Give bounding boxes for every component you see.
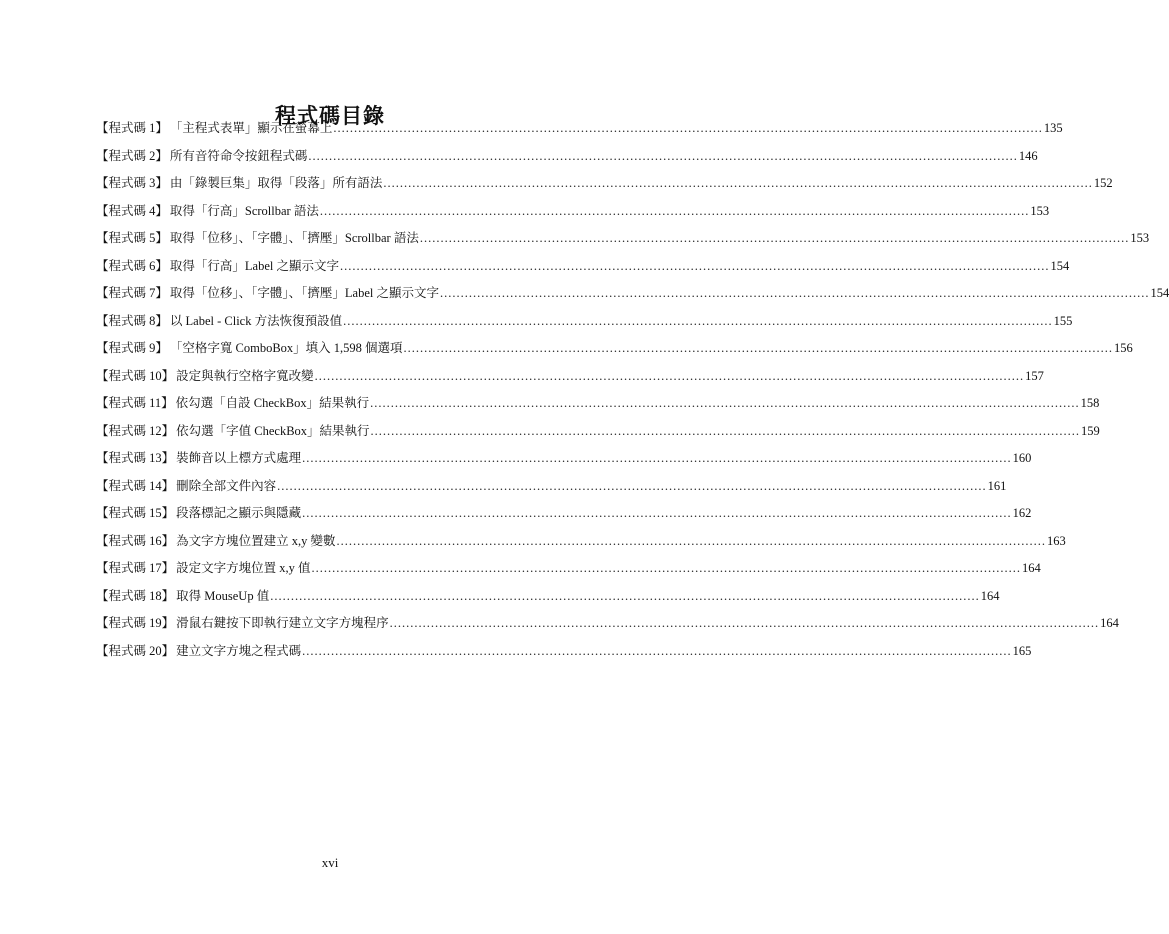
toc-entry-label: 【程式碼 16】 bbox=[96, 533, 175, 548]
dot-leader bbox=[340, 259, 1050, 274]
toc-entry-page: 146 bbox=[1018, 148, 1038, 163]
toc-entry-title: 取得「行高」Label 之顯示文字 bbox=[169, 258, 339, 273]
toc-entry-page: 160 bbox=[1012, 451, 1032, 465]
table-of-contents bbox=[96, 118, 1169, 668]
toc-entry bbox=[96, 118, 1063, 146]
toc-entry-title: 建立文字方塊之程式碼 bbox=[176, 643, 302, 658]
toc-entry-label: 【程式碼 9】 bbox=[96, 341, 168, 355]
toc-entry-page: 154 bbox=[1050, 258, 1070, 273]
toc-entry-label: 【程式碼 5】 bbox=[96, 231, 168, 245]
dot-leader bbox=[302, 644, 1012, 659]
toc-entry-page: 164 bbox=[980, 588, 1000, 603]
toc-entry-label: 【程式碼 19】 bbox=[96, 616, 175, 630]
dot-leader bbox=[315, 369, 1025, 384]
toc-entry-page: 155 bbox=[1053, 313, 1073, 328]
toc-entry-title: 取得「位移」、「字體」、「擠壓」Scrollbar 語法 bbox=[169, 231, 419, 245]
toc-entry bbox=[96, 641, 1032, 669]
toc-entry-page: 164 bbox=[1100, 616, 1119, 630]
toc-entry-page: 157 bbox=[1025, 368, 1044, 383]
toc-entry-page: 152 bbox=[1093, 176, 1113, 190]
toc-entry bbox=[96, 201, 1050, 229]
toc-entry-page: 154 bbox=[1150, 286, 1169, 300]
toc-entry-title: 所有音符命令按鈕程式碼 bbox=[169, 148, 308, 163]
dot-leader bbox=[420, 231, 1130, 246]
dot-leader bbox=[404, 341, 1114, 356]
toc-entry-title: 依勾選「字值 CheckBox」結果執行 bbox=[176, 423, 370, 438]
toc-entry-title: 取得「行高」Scrollbar 語法 bbox=[169, 203, 319, 218]
toc-entry-page: 156 bbox=[1114, 341, 1133, 355]
dot-leader bbox=[333, 121, 1043, 136]
page-number: xvi bbox=[321, 855, 339, 870]
toc-entry-page: 163 bbox=[1047, 533, 1066, 548]
toc-entry-label: 【程式碼 20】 bbox=[96, 643, 175, 658]
toc-entry-title: 以 Label - Click 方法恢復預設值 bbox=[169, 313, 343, 328]
toc-entry-label: 【程式碼 10】 bbox=[96, 368, 175, 383]
toc-entry-label: 【程式碼 11】 bbox=[96, 396, 174, 410]
dot-leader bbox=[343, 314, 1053, 329]
toc-entry-label: 【程式碼 1】 bbox=[96, 121, 168, 135]
toc-entry-page: 164 bbox=[1022, 561, 1041, 575]
toc-entry bbox=[96, 558, 1041, 586]
toc-entry-label: 【程式碼 2】 bbox=[96, 148, 168, 163]
toc-entry-label: 【程式碼 18】 bbox=[96, 588, 175, 603]
toc-entry-label: 【程式碼 17】 bbox=[96, 561, 175, 575]
toc-entry-label: 【程式碼 15】 bbox=[96, 506, 175, 520]
toc-entry-page: 159 bbox=[1081, 423, 1100, 438]
toc-entry-label: 【程式碼 14】 bbox=[96, 478, 175, 493]
toc-entry-page: 153 bbox=[1030, 203, 1050, 218]
toc-entry-title: 為文字方塊位置建立 x,y 變數 bbox=[176, 533, 336, 548]
toc-entry bbox=[96, 311, 1073, 339]
toc-entry bbox=[96, 173, 1113, 201]
dot-leader bbox=[370, 396, 1080, 411]
dot-leader bbox=[312, 561, 1022, 576]
toc-entry bbox=[96, 531, 1066, 559]
dot-leader bbox=[337, 534, 1047, 549]
dot-leader bbox=[371, 424, 1081, 439]
toc-entry-title: 「空格字寬 ComboBox」填入 1,598 個選項 bbox=[169, 341, 403, 355]
toc-entry-page: 135 bbox=[1043, 121, 1063, 135]
dot-leader bbox=[270, 589, 980, 604]
toc-entry bbox=[96, 366, 1044, 394]
dot-leader bbox=[302, 451, 1012, 466]
toc-entry-page: 162 bbox=[1012, 506, 1032, 520]
toc-entry bbox=[96, 448, 1032, 476]
toc-entry bbox=[96, 393, 1100, 421]
toc-entry-page: 161 bbox=[987, 478, 1007, 493]
toc-entry-title: 取得 MouseUp 值 bbox=[176, 588, 270, 603]
toc-entry-label: 【程式碼 7】 bbox=[96, 286, 168, 300]
toc-entry bbox=[96, 421, 1100, 449]
toc-entry bbox=[96, 613, 1119, 641]
toc-entry-title: 由「錄製巨集」取得「段落」所有語法 bbox=[169, 176, 383, 190]
toc-entry-title: 段落標記之顯示與隱藏 bbox=[176, 506, 302, 520]
toc-entry-page: 158 bbox=[1080, 396, 1100, 410]
dot-leader bbox=[440, 286, 1150, 301]
toc-entry-label: 【程式碼 8】 bbox=[96, 313, 168, 328]
toc-entry bbox=[96, 338, 1133, 366]
toc-entry-title: 「主程式表單」顯示在螢幕上 bbox=[169, 121, 333, 135]
toc-entry bbox=[96, 586, 1000, 614]
page-title: 程式碼目錄 bbox=[275, 104, 385, 129]
dot-leader bbox=[320, 204, 1030, 219]
dot-leader bbox=[302, 506, 1012, 521]
toc-entry-title: 裝飾音以上標方式處理 bbox=[176, 451, 302, 465]
toc-entry-label: 【程式碼 3】 bbox=[96, 176, 168, 190]
toc-entry bbox=[96, 256, 1070, 284]
toc-entry bbox=[96, 146, 1038, 174]
toc-entry-title: 設定與執行空格字寬改變 bbox=[176, 368, 314, 383]
dot-leader bbox=[390, 616, 1100, 631]
toc-entry-title: 設定文字方塊位置 x,y 值 bbox=[176, 561, 311, 575]
toc-entry-page: 153 bbox=[1130, 231, 1150, 245]
toc-entry-label: 【程式碼 4】 bbox=[96, 203, 168, 218]
toc-entry bbox=[96, 228, 1150, 256]
toc-entry bbox=[96, 283, 1169, 311]
toc-entry bbox=[96, 503, 1032, 531]
toc-entry-label: 【程式碼 13】 bbox=[96, 451, 175, 465]
toc-entry-label: 【程式碼 12】 bbox=[96, 423, 175, 438]
dot-leader bbox=[383, 176, 1093, 191]
toc-entry-title: 取得「位移」、「字體」、「擠壓」Label 之顯示文字 bbox=[169, 286, 439, 300]
toc-entry-title: 刪除全部文件內容 bbox=[176, 478, 277, 493]
dot-leader bbox=[277, 479, 987, 494]
toc-entry bbox=[96, 476, 1007, 504]
toc-entry-title: 依勾選「自設 CheckBox」結果執行 bbox=[175, 396, 370, 410]
dot-leader bbox=[308, 149, 1018, 164]
toc-entry-page: 165 bbox=[1012, 643, 1032, 658]
toc-entry-title: 滑鼠右鍵按下即執行建立文字方塊程序 bbox=[176, 616, 389, 630]
toc-entry-label: 【程式碼 6】 bbox=[96, 258, 168, 273]
